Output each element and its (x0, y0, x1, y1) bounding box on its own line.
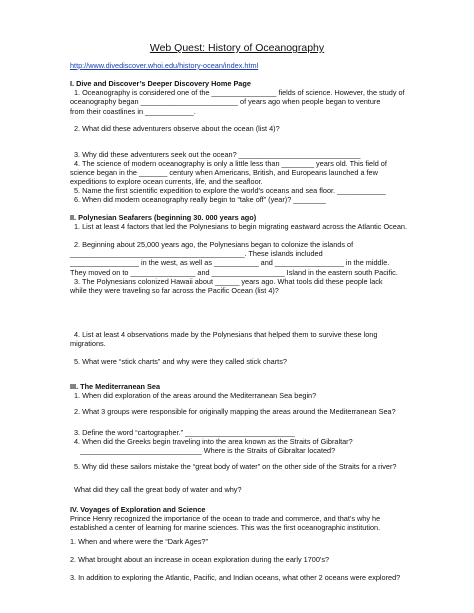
s4-question-1: 1. When and where were the “Dark Ages?” (70, 537, 208, 546)
s3-question-3: 3. Define the word “cartographer.” ___________________________ (74, 428, 295, 437)
s2-question-4 (70, 330, 440, 348)
s1-question-4 (70, 159, 440, 187)
text-line: ___________________________________________. These islands included (70, 249, 323, 259)
source-link[interactable]: http://www.divediscover.whoi.edu/history-ocean/index.html (70, 61, 259, 70)
text-line: 1. Oceanography is considered one of the ________________ fields of science. However, the study of (74, 88, 405, 98)
text-line: established a center of learning for marine sciences. This was the first oceanographic institution. (70, 523, 381, 533)
s3-question-6: What did they call the great body of water and why? (74, 485, 242, 494)
text-line: ______________________________ Where is the Straits of Gibraltar located? (80, 446, 336, 456)
section-1-heading: I. Dive and Discover’s Deeper Discovery Home Page (70, 79, 251, 88)
text-line: 3. The Polynesians colonized Hawaii about ______ years ago. What tools did these people lack (74, 276, 383, 286)
text-line: 4. When did the Greeks begin traveling into the area known as the Straits of Gibraltar? (74, 437, 353, 446)
section-3-heading: III. The Mediterranean Sea (70, 382, 161, 391)
text-line: _________________ in the west, as well as ___________ and _________________ in the middle. (70, 258, 390, 268)
s2-question-5: 5. What were “stick charts” and why were they called stick charts? (74, 357, 287, 366)
s1-question-1 (70, 88, 440, 116)
text-line: from their coastlines in ____________. (70, 106, 196, 116)
s3-question-2: 2. What 3 groups were responsible for originally mapping the areas around the Mediterranean Sea? (74, 407, 396, 416)
section-1 (70, 79, 440, 116)
text-line: 4. List at least 4 observations made by the Polynesians that helped them to survive these long (74, 330, 378, 339)
text-line: while they were traveling so far across the Pacific Ocean (list 4)? (70, 286, 279, 296)
text-line: 2. Beginning about 25,000 years ago, the Polynesians began to colonize the islands of (74, 240, 354, 249)
s1-question-6: 6. When did modern oceanography really begin to “take off” (year)? ________ (74, 195, 326, 204)
s4-question-2: 2. What brought about an increase in ocean exploration during the early 1700’s? (70, 555, 330, 564)
s3-question-4 (70, 437, 440, 455)
s3-question-1: 1. When did exploration of the areas around the Mediterranean Sea begin? (74, 391, 317, 400)
s2-question-1: 1. List at least 4 factors that led the Polynesians to begin migrating eastward across the Atlantic Ocean. (74, 222, 408, 231)
text-line: They moved on to ________________ and __________________ Island in the eastern south Pacific. (70, 267, 398, 277)
s1-question-5: 5. Name the first scientific expedition to explore the world’s oceans and sea floor. ____________ (74, 186, 386, 195)
s2-question-2 (70, 240, 440, 295)
text-line: 4. The science of modern oceanography is only a little less than ________ years old. This field of (74, 159, 387, 168)
section-2-heading: II. Polynesian Seafarers (beginning 30. 000 years ago) (70, 213, 257, 222)
text-line: migrations. (70, 339, 106, 349)
text-line: oceanography began ________________________ of years ago when people began to venture (70, 97, 381, 107)
text-line: Prince Henry recognized the importance of the ocean to trade and commerce, and that’s why he (70, 514, 381, 523)
s1-question-3: 3. Why did these adventurers seek out the ocean? ______________________________ (74, 150, 361, 159)
s3-question-5: 5. Why did these sailors mistake the “great body of water” on the other side of the Straits for a river? (74, 462, 397, 471)
page-title: Web Quest: History of Oceanography (149, 42, 325, 54)
section-4-intro (70, 514, 440, 532)
s4-question-3: 3. In addition to exploring the Atlantic, Pacific, and Indian oceans, what other 2 oceans were explored? (70, 573, 401, 582)
text-line: expeditions to explore ocean currents, life, and the seafloor. (70, 177, 263, 187)
s1-question-2: 2. What did these adventurers observe about the ocean (list 4)? (74, 124, 280, 133)
text-line: science began in the _______ century when Americans, British, and Europeans launched a few (70, 168, 378, 178)
section-4-heading: IV. Voyages of Exploration and Science (70, 505, 206, 514)
